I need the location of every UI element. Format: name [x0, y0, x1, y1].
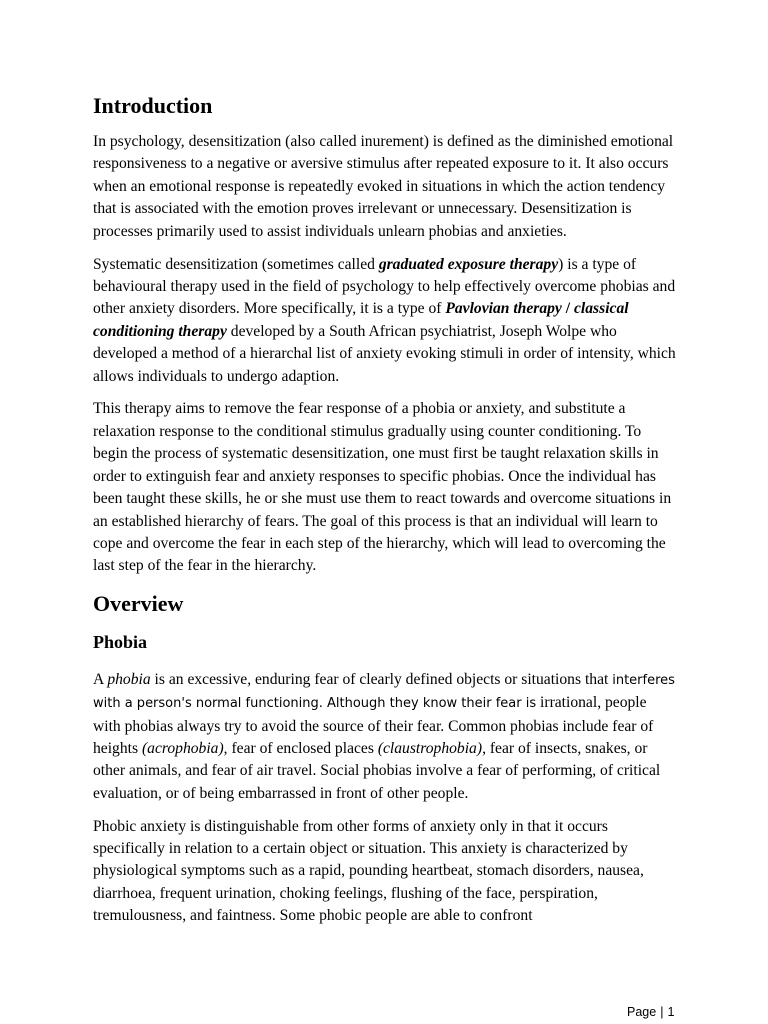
page-label: Page [627, 1005, 657, 1019]
document-body [93, 93, 678, 938]
overview-heading: Overview [93, 590, 184, 616]
text-run: A [93, 670, 108, 688]
phobia-paragraph-2: Phobic anxiety is distinguishable from other forms of anxiety only in that it occurs specifically in relation to a certain object or situation. This anxiety is characterized by physiological symptoms such as a rapid, pounding heartbeat, stomach disorders, nausea, diarrhoea, frequent urination, choking feelings, flushing of the face, perspiration, tremulousness, and faintness. Some phobic people are able to confront [93, 817, 644, 925]
intro-paragraph-2 [93, 254, 678, 388]
text-run: Systematic desensitization (sometimes called [93, 255, 379, 273]
emphasis-acrophobia: (acrophobia) [141, 739, 224, 757]
phobia-subheading: Phobia [93, 631, 148, 652]
text-run: ) is a type of behavioural therapy used in the field of psychology to help effectively overcome phobias and other anxiety disorders. More specifically, it is a type of [93, 255, 676, 318]
emphasis-phobia: phobia [107, 670, 151, 688]
text-run: is an excessive, enduring fear of clearly defined objects or situations that [150, 670, 613, 688]
page-number: 1 [667, 1005, 675, 1019]
text-run: irrational, people with phobias always try to avoid the source of their fear. Common phobias include fear of heights [93, 694, 654, 757]
text-run: developed by a South African psychiatrist, Joseph Wolpe who developed a method of a hierarchal list of anxiety evoking stimuli in order of intensity, which allows individuals to undergo adaption. [93, 322, 676, 385]
slash: / [561, 300, 574, 318]
footer-separator: | [660, 1005, 664, 1019]
page-footer [627, 1005, 674, 1019]
emphasis-graduated-exposure-therapy: graduated exposure therapy [378, 255, 559, 273]
introduction-heading: Introduction [93, 93, 213, 118]
text-run: , fear of enclosed places [223, 739, 378, 757]
phobia-paragraph-1 [93, 669, 678, 805]
intro-paragraph-1: In psychology, desensitization (also called inurement) is defined as the diminished emotional responsiveness to a negative or aversive stimulus after repeated exposure to it. It also occurs when an emotional response is repeatedly evoked in situations in which the action tendency that is associated with the emotion proves irrelevant or unnecessary. Desensitization is processes primarily used to assist individuals unlearn phobias and anxieties. [93, 133, 674, 240]
emphasis-pavlovian-therapy: Pavlovian therapy [445, 300, 562, 318]
text-run: , fear of insects, snakes, or other animals, and fear of air travel. Social phobias involve a fear of performing, of critical evaluation, or of being embarrassed in front of other people. [93, 739, 661, 802]
alt-font-run: interferes with a person's normal functioning. Although they know their fear is [93, 672, 675, 712]
emphasis-claustrophobia: (claustrophobia) [377, 739, 483, 757]
emphasis-classical-conditioning-therapy: classical conditioning therapy [93, 300, 629, 340]
intro-paragraph-3: This therapy aims to remove the fear response of a phobia or anxiety, and substitute a relaxation response to the conditional stimulus gradually using counter conditioning. To begin the process of systematic desensitization, one must first be taught relaxation skills in order to extinguish fear and anxiety responses to specific phobias. Once the individual has been taught these skills, he or she must use them to react towards and overcome situations in an established hierarchy of fears. The goal of this process is that an individual will learn to cope and overcome the fear in each step of the hierarchy, which will lead to overcoming the last step of the fear in the hierarchy. [93, 400, 672, 575]
